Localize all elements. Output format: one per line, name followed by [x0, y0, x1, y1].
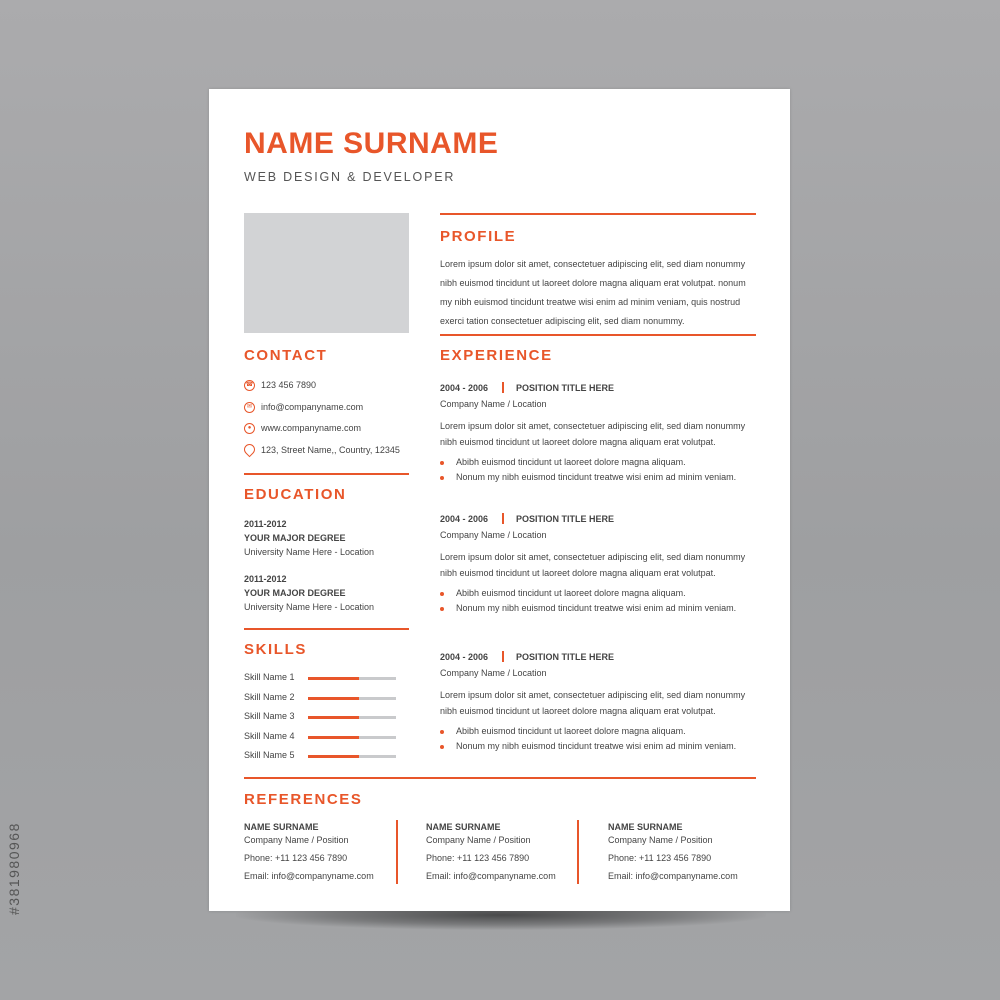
email-icon: ✉ [244, 402, 255, 413]
web-icon: ● [244, 423, 255, 434]
skill-bar-fill [308, 716, 359, 719]
experience-bullet: Abibh euismod tincidunt ut laoreet dolore magna aliquam. [456, 457, 686, 467]
experience-company: Company Name / Location [440, 530, 547, 540]
skill-name: Skill Name 3 [244, 711, 295, 721]
skill-bar [308, 677, 396, 680]
contact-address: 123, Street Name,, Country, 12345 [261, 445, 400, 455]
reference-phone: Phone: +11 123 456 7890 [608, 853, 712, 863]
experience-years: 2004 - 2006 [440, 383, 489, 393]
skills-divider [244, 628, 409, 630]
skill-name: Skill Name 2 [244, 691, 295, 702]
education-years: 2011-2012 [244, 519, 287, 529]
skill-bar [308, 736, 396, 739]
bullet-icon [440, 476, 444, 480]
bullet-icon [440, 730, 444, 734]
reference-name: NAME SURNAME [426, 822, 501, 832]
reference-email: Email: info@companyname.com [244, 871, 374, 881]
education-divider [244, 473, 409, 475]
reference-position: Company Name / Position [244, 835, 349, 845]
contact-heading: CONTACT [244, 347, 328, 364]
profile-text [440, 255, 750, 331]
bullet-icon [440, 607, 444, 611]
experience-years: 2004 - 2006 [440, 652, 489, 662]
skill-bar-fill [308, 736, 359, 739]
experience-divider [440, 334, 756, 336]
experience-bullet: Abibh euismod tincidunt ut laoreet dolore magna aliquam. [456, 726, 686, 736]
experience-bullet: Nonum my nibh euismod tincidunt treatwe wisi enim ad minim veniam. [456, 741, 737, 751]
experience-bullet: Abibh euismod tincidunt ut laoreet dolore magna aliquam. [456, 588, 686, 598]
reference-name: NAME SURNAME [244, 822, 319, 832]
experience-title: POSITION TITLE HERE [516, 383, 615, 393]
education-degree: YOUR MAJOR DEGREE [244, 533, 346, 543]
reference-phone: Phone: +11 123 456 7890 [426, 853, 530, 863]
skill-bar [308, 755, 396, 758]
references-divider [244, 777, 756, 779]
contact-web: www.companyname.com [261, 423, 362, 433]
reference-phone: Phone: +11 123 456 7890 [244, 853, 348, 863]
profile-line: Lorem ipsum dolor sit amet, consectetuer adipiscing elit, sed diam nonummy [440, 259, 746, 269]
resume-role: WEB DESIGN & DEVELOPER [244, 170, 456, 184]
bullet-icon [440, 461, 444, 465]
location-icon [242, 442, 258, 458]
reference-email: Email: info@companyname.com [608, 871, 738, 881]
skill-name: Skill Name 4 [244, 730, 295, 741]
resume-name: NAME SURNAME [244, 127, 499, 160]
experience-years: 2004 - 2006 [440, 514, 489, 524]
profile-line: exerci tation consectetuer adipiscing elit, sed diam nonummy. [440, 316, 685, 326]
experience-title: POSITION TITLE HERE [516, 652, 615, 662]
skill-name: Skill Name 5 [244, 750, 295, 760]
bullet-icon [440, 745, 444, 749]
references-heading: REFERENCES [244, 791, 363, 808]
experience-bullet: Nonum my nibh euismod tincidunt treatwe wisi enim ad minim veniam. [456, 603, 737, 613]
experience-desc: Lorem ipsum dolor sit amet, consectetuer adipiscing elit, sed diam nonummy [440, 552, 746, 562]
skills-heading: SKILLS [244, 641, 307, 658]
profile-line: my nibh euismod tincidunt treatwe wisi enim ad minim veniam, quis nostrud [440, 297, 741, 307]
reference-separator [396, 820, 398, 884]
experience-heading: EXPERIENCE [440, 347, 553, 364]
skill-bar [308, 697, 396, 700]
experience-desc: nibh euismod tincidunt ut laoreet dolore magna aliquam erat volutpat. [440, 706, 716, 716]
profile-line: nibh euismod tincidunt ut laoreet dolore magna aliquam erat volutpat. nonum [440, 278, 746, 288]
experience-desc: nibh euismod tincidunt ut laoreet dolore magna aliquam erat volutpat. [440, 437, 716, 447]
profile-divider [440, 213, 756, 215]
experience-company: Company Name / Location [440, 399, 547, 409]
experience-separator [502, 513, 504, 524]
skill-bar-fill [308, 677, 359, 680]
education-heading: EDUCATION [244, 486, 347, 503]
skill-name: Skill Name 1 [244, 672, 295, 682]
experience-desc: nibh euismod tincidunt ut laoreet dolore magna aliquam erat volutpat. [440, 568, 716, 578]
contact-phone: 123 456 7890 [261, 380, 317, 390]
skill-bar-fill [308, 697, 359, 700]
reference-name: NAME SURNAME [608, 822, 683, 832]
experience-bullet: Nonum my nibh euismod tincidunt treatwe wisi enim ad minim veniam. [456, 472, 737, 482]
resume-page [209, 89, 790, 911]
contact-email: info@companyname.com [261, 402, 364, 412]
education-years: 2011-2012 [244, 574, 287, 584]
education-school: University Name Here - Location [244, 547, 375, 557]
reference-position: Company Name / Position [426, 835, 531, 845]
skill-bar [308, 716, 396, 719]
experience-separator [502, 382, 504, 393]
experience-company: Company Name / Location [440, 668, 547, 678]
skill-bar-fill [308, 755, 359, 758]
experience-separator [502, 651, 504, 662]
phone-icon: ☎ [244, 380, 255, 391]
education-degree: YOUR MAJOR DEGREE [244, 588, 346, 598]
education-school: University Name Here - Location [244, 602, 375, 612]
profile-heading: PROFILE [440, 228, 517, 245]
bullet-icon [440, 592, 444, 596]
experience-title: POSITION TITLE HERE [516, 514, 615, 524]
stock-image-id: #381980968 [6, 822, 22, 915]
reference-separator [577, 820, 579, 884]
experience-desc: Lorem ipsum dolor sit amet, consectetuer adipiscing elit, sed diam nonummy [440, 690, 746, 700]
photo-placeholder [244, 213, 409, 333]
reference-position: Company Name / Position [608, 835, 713, 845]
experience-desc: Lorem ipsum dolor sit amet, consectetuer adipiscing elit, sed diam nonummy [440, 421, 746, 431]
reference-email: Email: info@companyname.com [426, 871, 556, 881]
